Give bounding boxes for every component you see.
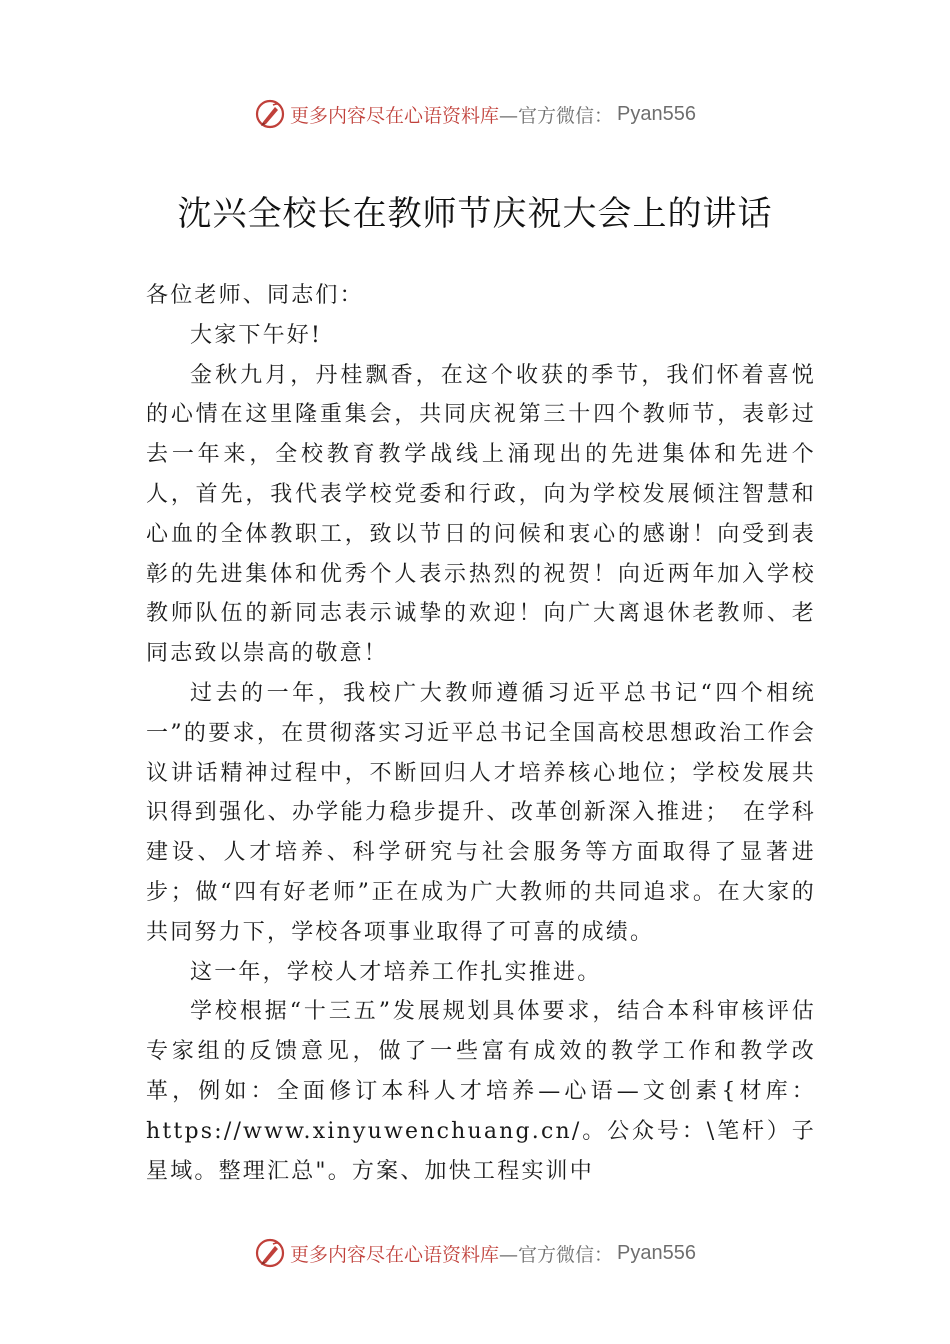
- pen-logo-icon: [254, 1237, 286, 1269]
- banner-site-text: 更多内容尽在心语资料库: [290, 1243, 500, 1266]
- banner-wechat-handle: Pyan556: [617, 102, 696, 125]
- body-paragraph: 这一年，学校人才培养工作扎实推进。: [190, 959, 602, 985]
- body-paragraph: 金秋九月，丹桂飘香，在这个收获的季节，我们怀着喜悦的心情在这里隆重集会，共同庆祝第三十四个教师节，表彰过去一年来，全校教育教学战线上涌现出的先进集体和先进个人，首先，我代表学校党委和行政，向为学校发展倾注智慧和心血的全体教职工，致以节日的问候和衷心的感谢！向受到表彰的先进集体和优秀个人表示热烈的祝贺！向近两年加入学校教师队伍的新同志表示诚挚的欢迎！向广大离退休老教师、老同志致以崇高的敬意！: [146, 362, 816, 667]
- document-body: [146, 276, 816, 1191]
- banner-wechat-label: —官方微信：: [499, 1243, 614, 1266]
- banner-wechat-handle: Pyan556: [617, 1241, 696, 1264]
- header-banner: [0, 94, 950, 134]
- pen-logo-icon: [254, 98, 286, 130]
- footer-banner: [0, 1233, 950, 1273]
- banner-site-text: 更多内容尽在心语资料库: [290, 104, 500, 127]
- greeting-paragraph: 大家下午好!: [190, 322, 323, 348]
- body-paragraph: 过去的一年，我校广大教师遵循习近平总书记“四个相统一”的要求，在贯彻落实习近平总书记全国高校思想政治工作会议讲话精神过程中，不断回归人才培养核心地位；学校发展共识得到强化、办学能力稳步提升、改革创新深入推进； 在学科建设、人才培养、科学研究与社会服务等方面取得了显著进步；做“四有好老师”正在成为广大教师的共同追求。在大家的共同努力下，学校各项事业取得了可喜的成绩。: [146, 680, 816, 945]
- banner-wechat-label: —官方微信：: [499, 104, 614, 127]
- body-paragraph: 学校根据“十三五”发展规划具体要求，结合本科审核评估专家组的反馈意见，做了一些富有成效的教学工作和教学改革，例如：全面修订本科人才培养—心语—文创素{材库：https://www.xinyuwenchuang.cn/。公众号：\笔杆）子星域。整理汇总"。方案、加快工程实训中: [146, 999, 816, 1184]
- salutation: 各位老师、同志们：: [146, 283, 364, 308]
- document-title: 沈兴全校长在教师节庆祝大会上的讲话: [177, 194, 773, 234]
